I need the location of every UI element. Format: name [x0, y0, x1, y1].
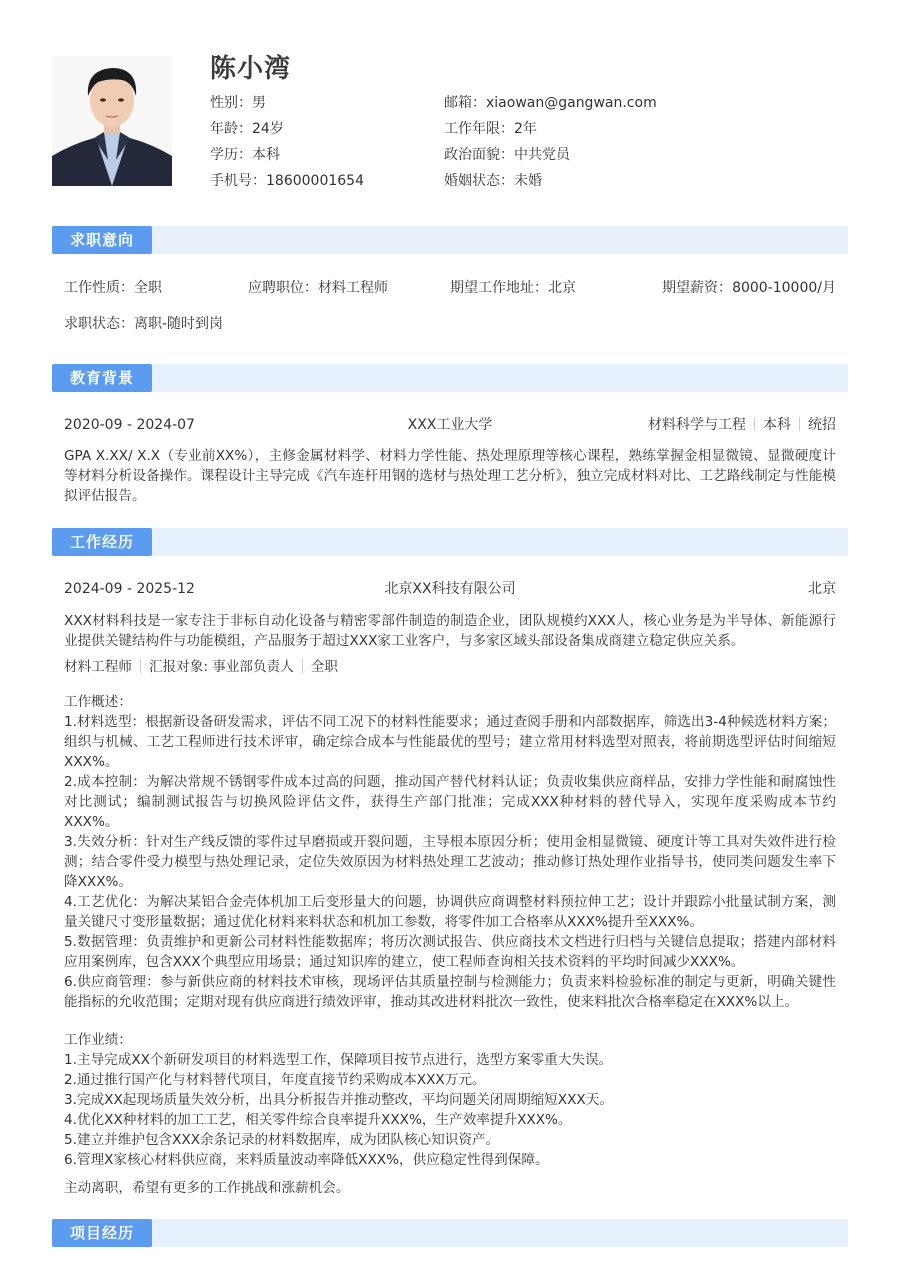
- section-title: 教育背景: [52, 364, 152, 392]
- info-age: 年龄：24岁: [210, 121, 284, 137]
- section-projects: [52, 1219, 848, 1247]
- achievement-item: 3.完成XX起现场质量失效分析，出具分析报告并推动整改，平均问题关闭周期缩短XXX天。: [64, 1092, 613, 1108]
- work-achievements: [64, 1030, 836, 1170]
- achievement-item: 2.通过推行国产化与材料替代项目，年度直接节约采购成本XXX万元。: [64, 1072, 486, 1088]
- profile-header: [52, 48, 848, 188]
- info-phone: 手机号：18600001654: [210, 173, 364, 189]
- work-role-line: 材料工程师 汇报对象: 事业部负责人 全职: [64, 659, 338, 675]
- overview-title: 工作概述：: [64, 694, 132, 710]
- education-date: 2020-09 - 2024-07: [64, 417, 195, 433]
- info-years: 工作年限：2年: [444, 121, 537, 137]
- work-city: 北京: [808, 581, 836, 597]
- overview-item: 6.供应商管理：参与新供应商的材料技术审核，现场评估其质量控制与检测能力；负责来料检验标准的制定与更新，明确关键性能指标的允收范围；定期对现有供应商进行绩效评审，推动其改进材料批次一致性，使来料批次合格率稳定在XXX%以上。: [64, 974, 836, 1010]
- work-date: 2024-09 - 2025-12: [64, 581, 195, 597]
- section-title: 求职意向: [52, 226, 152, 254]
- divider: [302, 659, 303, 673]
- section-work-experience: [52, 528, 848, 556]
- intent-salary: 期望薪资：8000-10000/月: [662, 280, 836, 296]
- section-job-intent: [52, 226, 848, 254]
- section-education: [52, 364, 848, 392]
- education-entry-header: [64, 415, 836, 435]
- section-title: 工作经历: [52, 528, 152, 556]
- divider: [799, 417, 800, 431]
- work-entry-header: [64, 579, 836, 599]
- intent-position: 应聘职位：材料工程师: [248, 280, 388, 296]
- leave-reason: 主动离职，希望有更多的工作挑战和涨薪机会。: [64, 1180, 350, 1196]
- overview-item: 4.工艺优化：为解决某铝合金壳体机加工后变形量大的问题，协调供应商调整材料预拉伸工艺；设计并跟踪小批量试制方案，测量关键尺寸变形量数据；通过优化材料来料状态和机加工参数，将零件加工合格率从XXX%提升至XXX%。: [64, 894, 836, 930]
- overview-item: 1.材料选型：根据新设备研发需求，评估不同工况下的材料性能要求；通过查阅手册和内部数据库，筛选出3-4种候选材料方案；组织与机械、工艺工程师进行技术评审，确定综合成本与性能最优的型号；建立常用材料选型对照表，将前期选型评估时间缩短XXX%。: [64, 714, 836, 770]
- education-school: XXX工业大学: [407, 417, 493, 433]
- company-intro: XXX材料科技是一家专注于非标自动化设备与精密零部件制造的制造企业，团队规模约XXX人，核心业务是为半导体、新能源行业提供关键结构件与功能模组，产品服务于超过XXX家工业客户，与多家区域头部设备集成商建立稳定供应关系。: [64, 613, 836, 649]
- achievement-item: 5.建立并维护包含XXX余条记录的材料数据库，成为团队核心知识资产。: [64, 1132, 500, 1148]
- info-education: 学历：本科: [210, 147, 280, 163]
- candidate-name: 陈小湾: [210, 54, 292, 84]
- achievements-title: 工作业绩：: [64, 1032, 132, 1048]
- achievement-item: 6.管理X家核心材料供应商，来料质量波动率降低XXX%，供应稳定性得到保障。: [64, 1152, 549, 1168]
- divider: [140, 659, 141, 673]
- info-marital: 婚姻状态：未婚: [444, 173, 542, 189]
- info-gender: 性别：男: [210, 95, 266, 111]
- work-overview: [64, 692, 836, 1012]
- person-portrait-icon: [52, 56, 172, 186]
- intent-status: 求职状态：离职-随时到岗: [64, 316, 224, 332]
- education-meta: 材料科学与工程 本科 统招: [648, 417, 836, 433]
- intent-work-type: 工作性质：全职: [64, 280, 162, 296]
- work-company: 北京XX科技有限公司: [384, 581, 516, 597]
- achievement-item: 1.主导完成XX个新研发项目的材料选型工作，保障项目按节点进行，选型方案零重大失误。: [64, 1052, 613, 1068]
- education-description: GPA X.XX/ X.X（专业前XX%），主修金属材料学、材料力学性能、热处理原理等核心课程，熟练掌握金相显微镜、显微硬度计等材料分析设备操作。课程设计主导完成《汽车连杆用钢的选材与热处理工艺分析》，独立完成材料对比、工艺路线制定与性能模拟评估报告。: [64, 448, 836, 504]
- profile-photo: [52, 56, 172, 186]
- overview-item: 3.失效分析：针对生产线反馈的零件过早磨损或开裂问题，主导根本原因分析；使用金相显微镜、硬度计等工具对失效件进行检测；结合零件受力模型与热处理记录，定位失效原因为材料热处理工艺波动；推动修订热处理作业指导书，使同类问题发生率下降XXX%。: [64, 834, 836, 890]
- basic-info-right: [444, 93, 657, 197]
- intent-location: 期望工作地址：北京: [450, 280, 576, 296]
- overview-item: 5.数据管理：负责维护和更新公司材料性能数据库；将历次测试报告、供应商技术文档进行归档与关键信息提取；搭建内部材料应用案例库，包含XXX个典型应用场景；通过知识库的建立，使工程师查询相关技术资料的平均时间减少XXX%。: [64, 934, 836, 970]
- overview-item: 2.成本控制：为解决常规不锈钢零件成本过高的问题，推动国产替代材料认证；负责收集供应商样品，安排力学性能和耐腐蚀性对比测试；编制测试报告与切换风险评估文件，获得生产部门批准；完成XXX种材料的替代导入，实现年度采购成本节约XXX%。: [64, 774, 836, 830]
- info-political: 政治面貌：中共党员: [444, 147, 570, 163]
- achievement-item: 4.优化XX种材料的加工工艺，相关零件综合良率提升XXX%，生产效率提升XXX%。: [64, 1112, 572, 1128]
- basic-info-left: [210, 93, 364, 197]
- section-title: 项目经历: [52, 1219, 152, 1247]
- divider: [754, 417, 755, 431]
- info-email: 邮箱：xiaowan@gangwan.com: [444, 95, 657, 111]
